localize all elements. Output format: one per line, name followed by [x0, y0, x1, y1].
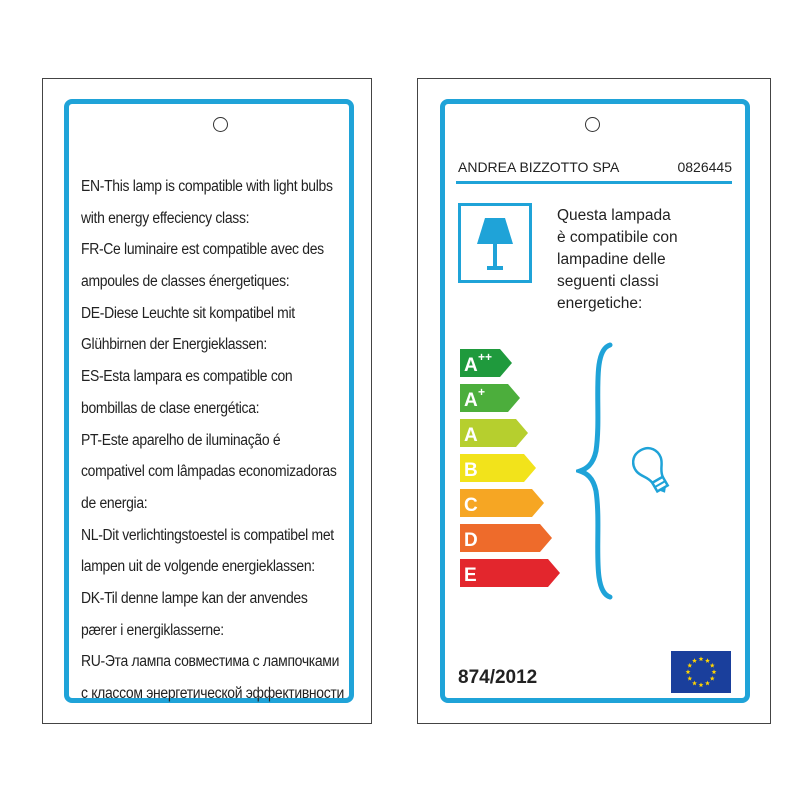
- compatibility-statements: [81, 171, 353, 710]
- statement-line: pærer i energiklasserne:: [81, 621, 224, 639]
- energy-class-label: E: [464, 565, 477, 586]
- eu-flag-icon: [671, 651, 731, 693]
- statement-line: PT-Este aparelho de iluminação é: [81, 431, 281, 449]
- energy-class-a: [460, 419, 528, 447]
- statement-line: с классом энергетической эффективности: [81, 685, 344, 702]
- statement-line: ampoules de classes énergetiques:: [81, 273, 290, 291]
- energy-class-a-plus: [460, 384, 520, 412]
- compat-line: lampadine delle: [557, 251, 666, 268]
- energy-class-superscript: ++: [478, 350, 493, 364]
- lamp-icon: [458, 203, 532, 283]
- energy-class-scale: [460, 349, 570, 599]
- energy-class-label: A: [464, 425, 478, 446]
- brand-divider: [456, 181, 732, 184]
- statement-line: FR-Ce luminaire est compatible avec des: [81, 241, 324, 259]
- statement-line: ES-Esta lampara es compatible con: [81, 368, 293, 386]
- compat-line: Questa lampada: [557, 207, 671, 224]
- statement-line: NL-Dit verlichtingstoestel is compatibel met: [81, 526, 334, 544]
- energy-class-b: [460, 454, 536, 482]
- statement-line: de energia:: [81, 494, 148, 512]
- compat-line: energetiche:: [557, 295, 643, 312]
- hang-hole: [213, 117, 228, 132]
- energy-class-label: A: [464, 355, 478, 376]
- light-bulb-icon: [632, 443, 674, 501]
- statement-line: with energy effeciency class:: [81, 209, 250, 227]
- statement-line: DK-Til denne lampe kan der anvendes: [81, 589, 308, 607]
- brace-icon: [576, 341, 616, 601]
- statement-line: EN-This lamp is compatible with light bulbs: [81, 178, 333, 195]
- energy-class-e: [460, 559, 560, 587]
- energy-class-label: C: [464, 495, 478, 516]
- regulation-number: 874/2012: [458, 667, 538, 688]
- energy-class-label: B: [464, 460, 478, 481]
- energy-class-label: D: [464, 530, 478, 551]
- energy-class-d: [460, 524, 552, 552]
- statement-line: DE-Diese Leuchte sit kompatibel mit: [81, 304, 295, 322]
- energy-class-c: [460, 489, 544, 517]
- compat-line: è compatibile con: [557, 229, 678, 246]
- energy-label-card: [417, 78, 771, 724]
- compatibility-text: [557, 205, 747, 315]
- statement-line: Glühbirnen der Energieklassen:: [81, 336, 267, 354]
- statement-line: RU-Эта лампа совместима с лампочками: [81, 653, 340, 671]
- product-code: 0826445: [677, 159, 732, 175]
- hang-hole: [585, 117, 600, 132]
- statement-line: bombillas de clase energética:: [81, 399, 260, 417]
- statement-line: lampen uit de volgende energieklassen:: [81, 558, 315, 576]
- brand-name: ANDREA BIZZOTTO SPA: [458, 159, 620, 175]
- statement-line: compativel com lâmpadas economizadoras: [81, 463, 337, 481]
- multilingual-label-card: [42, 78, 372, 724]
- energy-class-superscript: +: [478, 385, 486, 399]
- energy-class-label: A: [464, 390, 478, 411]
- energy-class-a-plus-plus: [460, 349, 512, 377]
- compat-line: seguenti classi: [557, 273, 659, 290]
